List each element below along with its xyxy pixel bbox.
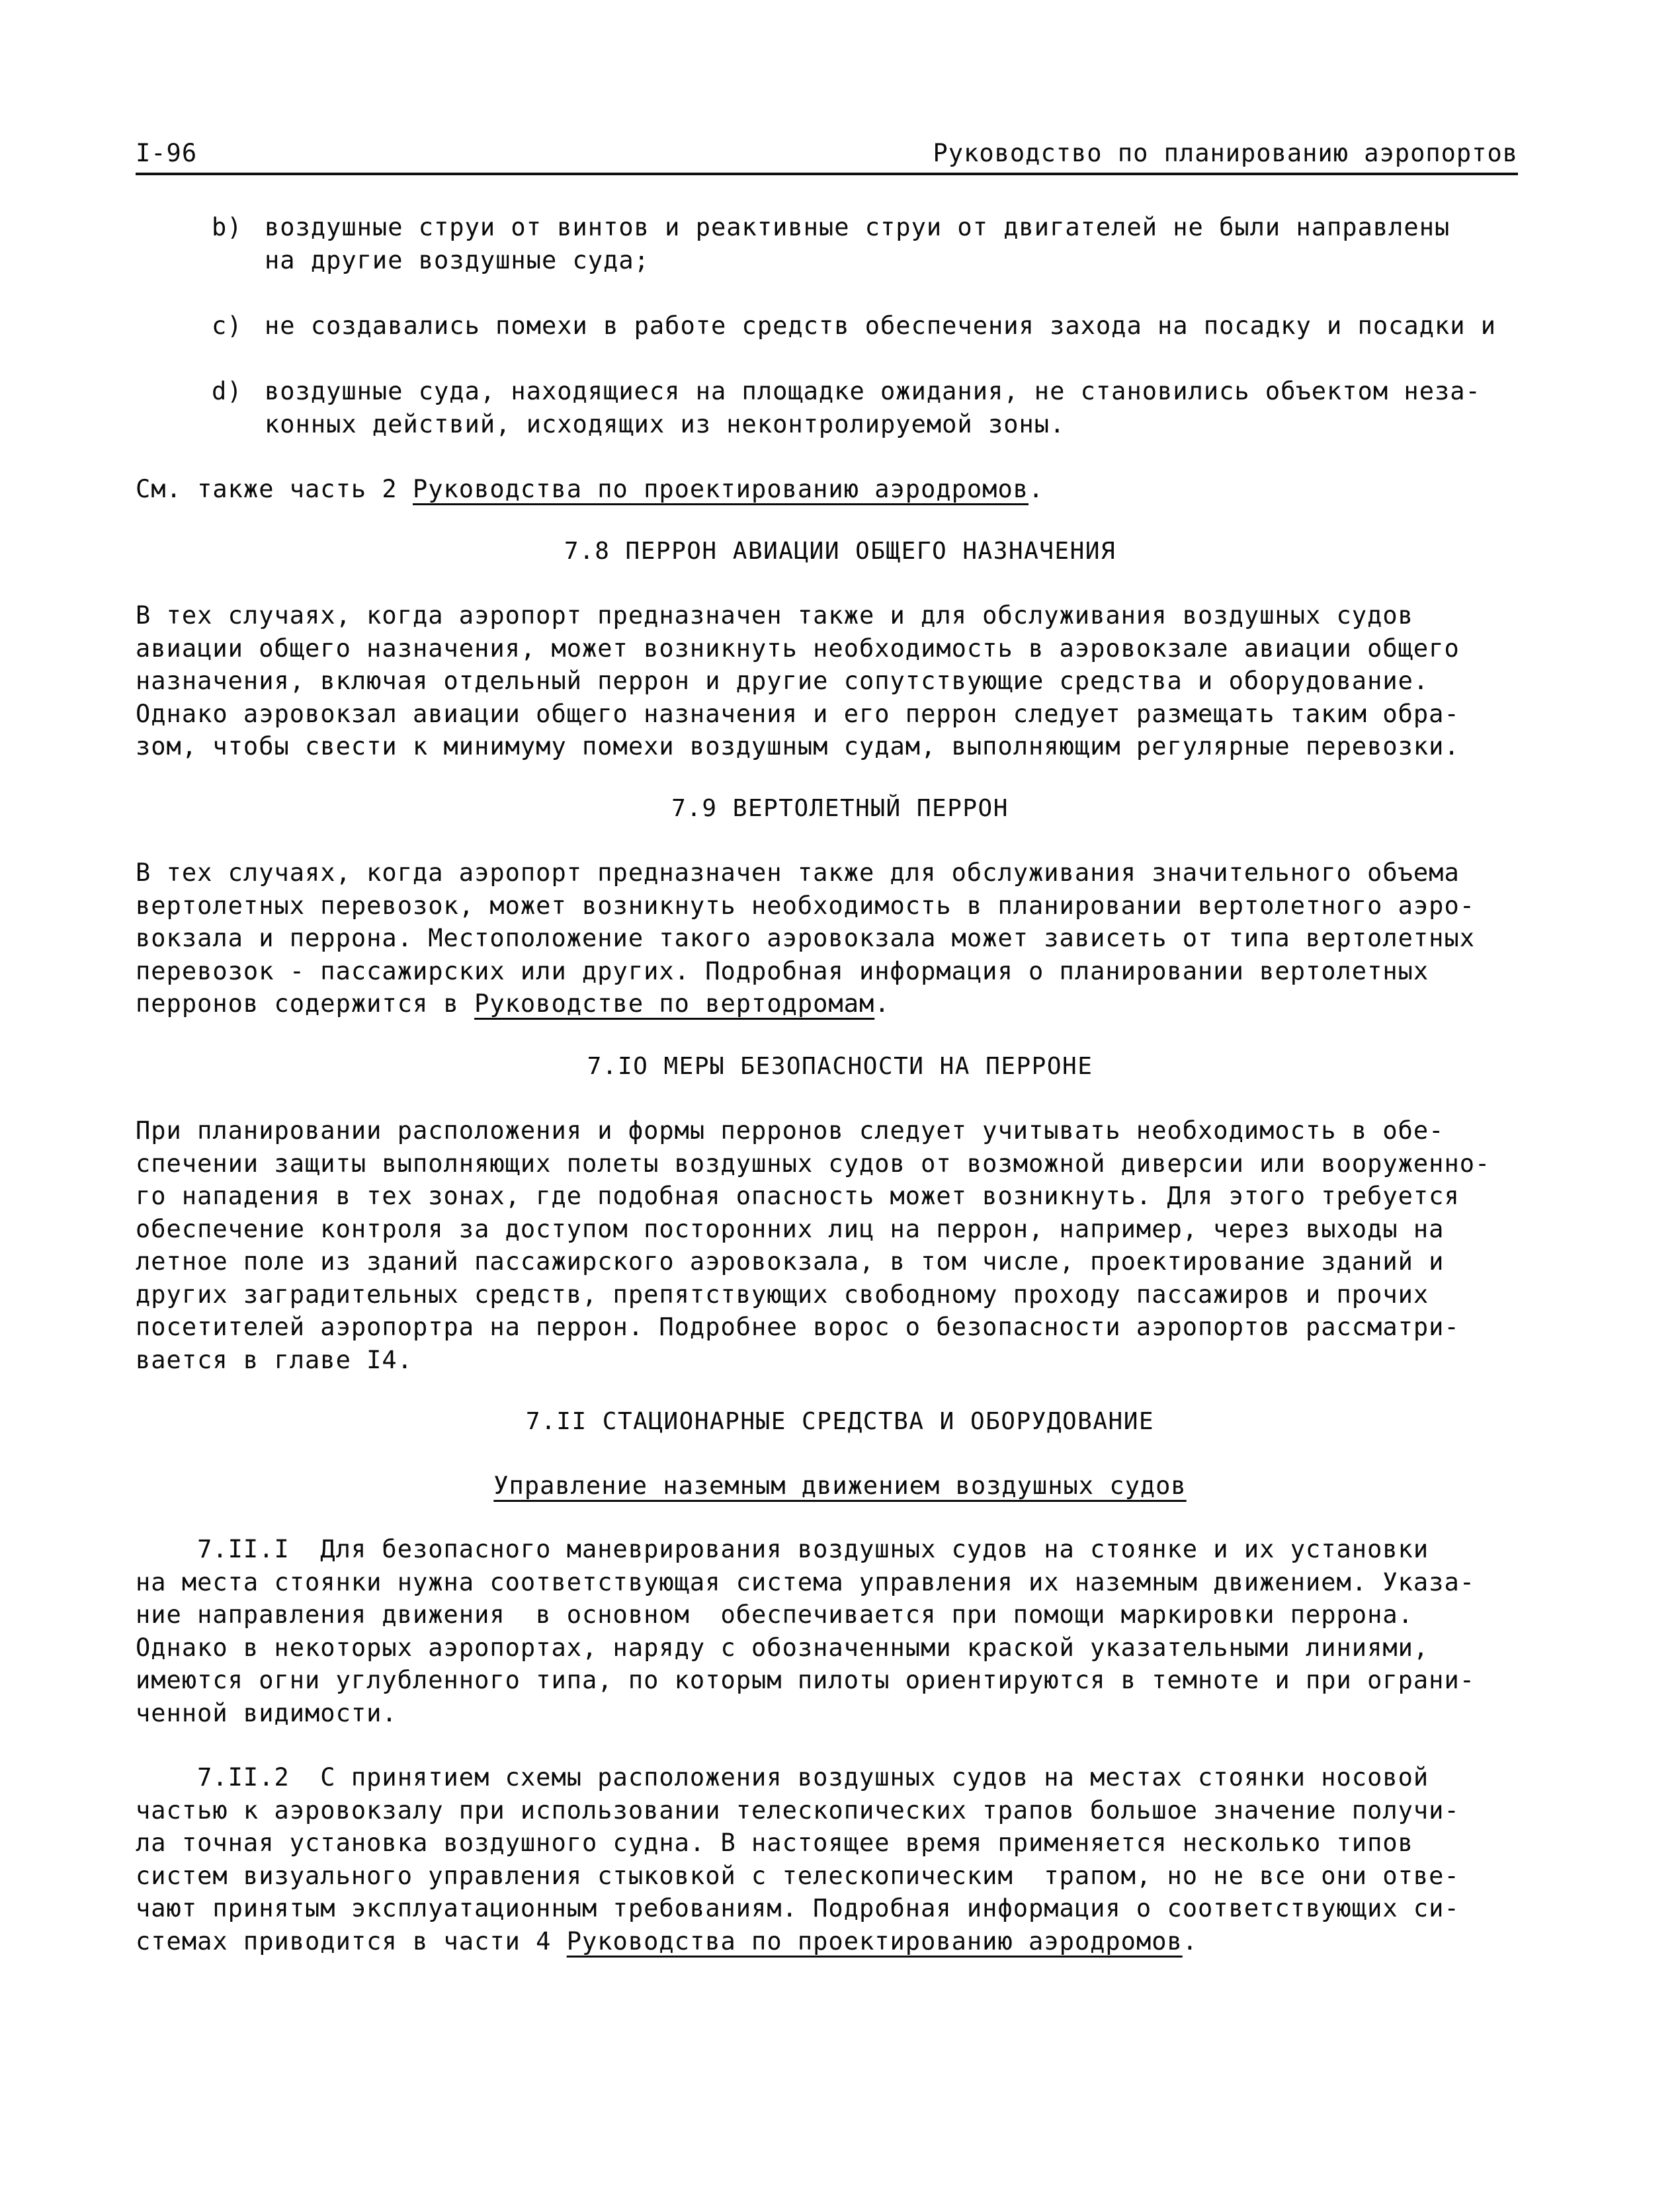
section-7-10-paragraph	[136, 1114, 1511, 1376]
list-item-b	[265, 211, 1501, 276]
paragraph-line: назначения, включая отдельный перрон и другие сопутствующие средства и оборудование.	[136, 667, 1429, 695]
paragraph-line: авиации общего назначения, может возникнуть необходимость в аэровокзале авиации общего	[136, 634, 1460, 663]
paragraph-line: Однако в некоторых аэропортах, наряду с обозначенными краской указательными линиями,	[136, 1633, 1429, 1662]
section-7-10-heading: 7.IO МЕРЫ БЕЗОПАСНОСТИ НА ПЕРРОНЕ	[587, 1053, 1093, 1080]
paragraph-line: перевозок - пассажирских или других. Подробная информация о планировании вертолетных	[136, 956, 1429, 985]
paragraph-line: на места стоянки нужна соответствующая система управления их наземным движением. Указа-	[136, 1567, 1476, 1596]
page-number: I-96	[136, 139, 198, 167]
paragraph-line: систем визуального управления стыковкой с телескопическим трапом, но не все они отве-	[136, 1861, 1460, 1890]
paragraph-line: В тех случаях, когда аэропорт предназначен также для обслуживания значительного объема	[136, 858, 1460, 887]
paragraph-line: вокзала и перрона. Местоположение такого аэровокзала может зависеть от типа вертолетных	[136, 924, 1476, 952]
paragraph-line: Однако аэровокзал авиации общего назначения и его перрон следует размещать таким обра-	[136, 699, 1460, 728]
section-7-8-paragraph	[136, 599, 1511, 763]
paragraph-line: го нападения в тех зонах, где подобная опасность может возникнуть. Для этого требуется	[136, 1182, 1460, 1210]
list-item-d	[265, 375, 1541, 440]
list-item-b-line: воздушные струи от винтов и реактивные струи от двигателей не были направлены	[265, 213, 1450, 241]
running-title: Руководство по планированию аэропортов	[933, 139, 1518, 167]
paragraph-line: летное поле из зданий пассажирского аэровокзала, в том числе, проектирование зданий и	[136, 1247, 1445, 1276]
paragraph-line: обеспечение контроля за доступом посторонних лиц на перрон, например, через выходы на	[136, 1214, 1445, 1243]
paragraph-text: .	[874, 989, 890, 1018]
paragraph-text: перронов содержится в	[136, 989, 475, 1018]
see-also-line	[136, 473, 1044, 506]
page-header	[136, 136, 1518, 175]
paragraph-7-11-2	[136, 1761, 1511, 1958]
section-7-11-subheading: Управление наземным движением воздушных судов	[493, 1471, 1187, 1500]
paragraph-text: .	[1182, 1926, 1198, 1956]
paragraph-line	[136, 1925, 1511, 1958]
list-item-b-line: на другие воздушные суда;	[265, 245, 650, 274]
list-marker-b: b)	[212, 213, 243, 241]
paragraph-line: чают принятым эксплуатационным требованиям. Подробная информация о соответствующих си-	[136, 1894, 1460, 1922]
paragraph-7-11-1	[136, 1533, 1511, 1729]
paragraph-line: ние направления движения в основном обеспечивается при помощи маркировки перрона.	[136, 1600, 1413, 1629]
paragraph-line: 7.II.I Для безопасного маневрирования воздушных судов на стоянке и их установки	[136, 1535, 1429, 1563]
paragraph-line: ла точная установка воздушного судна. В настоящее время применяется несколько типов	[136, 1829, 1413, 1857]
list-item-c	[265, 309, 1561, 343]
paragraph-line: имеются огни углубленного типа, по которым пилоты ориентируются в темноте и при ограни-	[136, 1666, 1476, 1694]
see-also-link[interactable]: Руководства по проектированию аэродромов	[412, 475, 1029, 503]
paragraph-line: 7.II.2 С принятием схемы расположения воздушных судов на местах стоянки носовой	[136, 1763, 1429, 1792]
paragraph-line: В тех случаях, когда аэропорт предназначен также и для обслуживания воздушных судов	[136, 601, 1413, 630]
paragraph-line: вается в главе I4.	[136, 1345, 413, 1374]
list-marker-d: d)	[212, 377, 243, 405]
section-7-11-heading: 7.II СТАЦИОНАРНЫЕ СРЕДСТВА И ОБОРУДОВАНИЕ	[525, 1408, 1155, 1435]
see-also-prefix: См. также часть 2	[136, 475, 413, 503]
paragraph-line: спечении защиты выполняющих полеты воздушных судов от возможной диверсии или вооруженно-	[136, 1149, 1491, 1178]
paragraph-text: стемах приводится в части 4	[136, 1926, 567, 1956]
paragraph-line: частью к аэровокзалу при использовании телескопических трапов большое значение получи-	[136, 1795, 1460, 1825]
paragraph-line: вертолетных перевозок, может возникнуть необходимость в планировании вертолетного аэро-	[136, 891, 1476, 920]
section-7-8-heading: 7.8 ПЕРРОН АВИАЦИИ ОБЩЕГО НАЗНАЧЕНИЯ	[564, 538, 1116, 565]
aerodrome-design-manual-link[interactable]: Руководства по проектированию аэродромов	[566, 1926, 1183, 1956]
list-item-c-line: не создавались помехи в работе средств обеспечения захода на посадку и посадки и	[265, 311, 1497, 340]
paragraph-line: ченной видимости.	[136, 1698, 398, 1727]
section-7-9-paragraph	[136, 856, 1511, 1020]
see-also-suffix: .	[1029, 475, 1044, 503]
section-7-9-heading: 7.9 ВЕРТОЛЕТНЫЙ ПЕРРОН	[671, 795, 1009, 822]
paragraph-line: При планировании расположения и формы перронов следует учитывать необходимость в обе-	[136, 1116, 1445, 1145]
paragraph-line: других заградительных средств, препятствующих свободному проходу пассажиров и прочих	[136, 1280, 1429, 1309]
list-item-d-line: конных действий, исходящих из неконтролируемой зоны.	[265, 409, 1066, 438]
paragraph-line: зом, чтобы свести к минимуму помехи воздушным судам, выполняющим регулярные перевозки.	[136, 732, 1460, 761]
list-marker-c: c)	[212, 311, 243, 340]
vertodrome-manual-link[interactable]: Руководстве по вертодромам	[474, 989, 875, 1018]
paragraph-line: посетителей аэропортра на перрон. Подробнее ворос о безопасности аэропортов рассматри-	[136, 1313, 1460, 1341]
paragraph-line	[136, 987, 1511, 1020]
list-item-d-line: воздушные суда, находящиеся на площадке ожидания, не становились объектом неза-	[265, 377, 1481, 405]
